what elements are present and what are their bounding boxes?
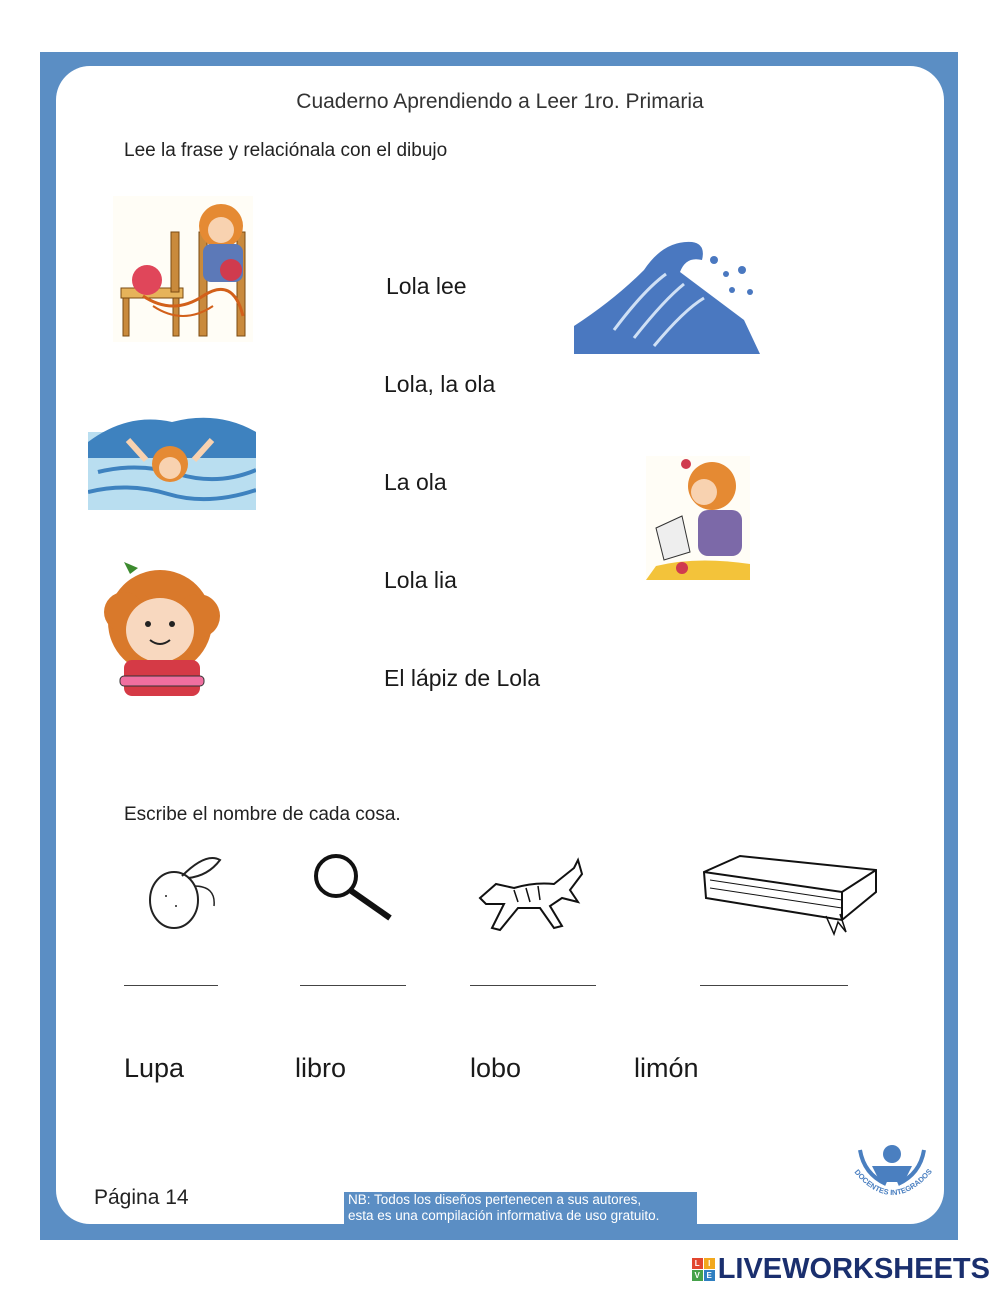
word-option-2: libro (295, 1053, 347, 1083)
answer-line-4[interactable] (700, 985, 848, 986)
note-line-1: NB: Todos los diseños pertenecen a sus autores, (348, 1192, 642, 1207)
girl-in-wave-illustration (88, 402, 256, 510)
liveworksheets-wordmark: LIVEWORKSHEETS (717, 1252, 990, 1285)
magnifier-illustration (312, 852, 396, 922)
sentence-4: Lola lia (384, 567, 457, 593)
page-title: Cuaderno Aprendiendo a Leer 1ro. Primaria (296, 90, 704, 113)
answer-line-1[interactable] (124, 985, 218, 986)
lemon-illustration (136, 846, 226, 930)
wave-illustration (574, 230, 760, 354)
book-illustration (700, 852, 882, 938)
sentence-2: Lola, la ola (384, 371, 496, 397)
word-option-1: Lupa (124, 1053, 185, 1083)
liveworksheets-logo-icon: L I V E (692, 1258, 715, 1281)
liveworksheets-brand[interactable] (692, 1252, 990, 1286)
word-option-3: lobo (470, 1053, 522, 1083)
page-number: Página 14 (94, 1186, 189, 1209)
girl-reading-illustration (646, 456, 750, 580)
instruction-write: Escribe el nombre de cada cosa. (124, 804, 401, 825)
girl-knitting-illustration (113, 196, 253, 342)
girl-with-pencil-illustration (94, 560, 230, 702)
copyright-note (344, 1192, 697, 1224)
sentence-1: Lola lee (386, 273, 467, 299)
docentes-integrados-logo (846, 1122, 938, 1208)
svg-text:DOCENTES INTEGRADOS: DOCENTES INTEGRADOS (852, 1166, 934, 1198)
wolf-illustration (474, 854, 588, 934)
answer-line-2[interactable] (300, 985, 406, 986)
note-line-2: esta es una compilación informativa de uso gratuito. (348, 1208, 660, 1223)
instruction-match: Lee la frase y relaciónala con el dibujo (124, 140, 448, 161)
answer-line-3[interactable] (470, 985, 596, 986)
sentence-5: El lápiz de Lola (384, 665, 540, 691)
sentence-3: La ola (384, 469, 447, 495)
word-option-4: limón (634, 1053, 699, 1083)
